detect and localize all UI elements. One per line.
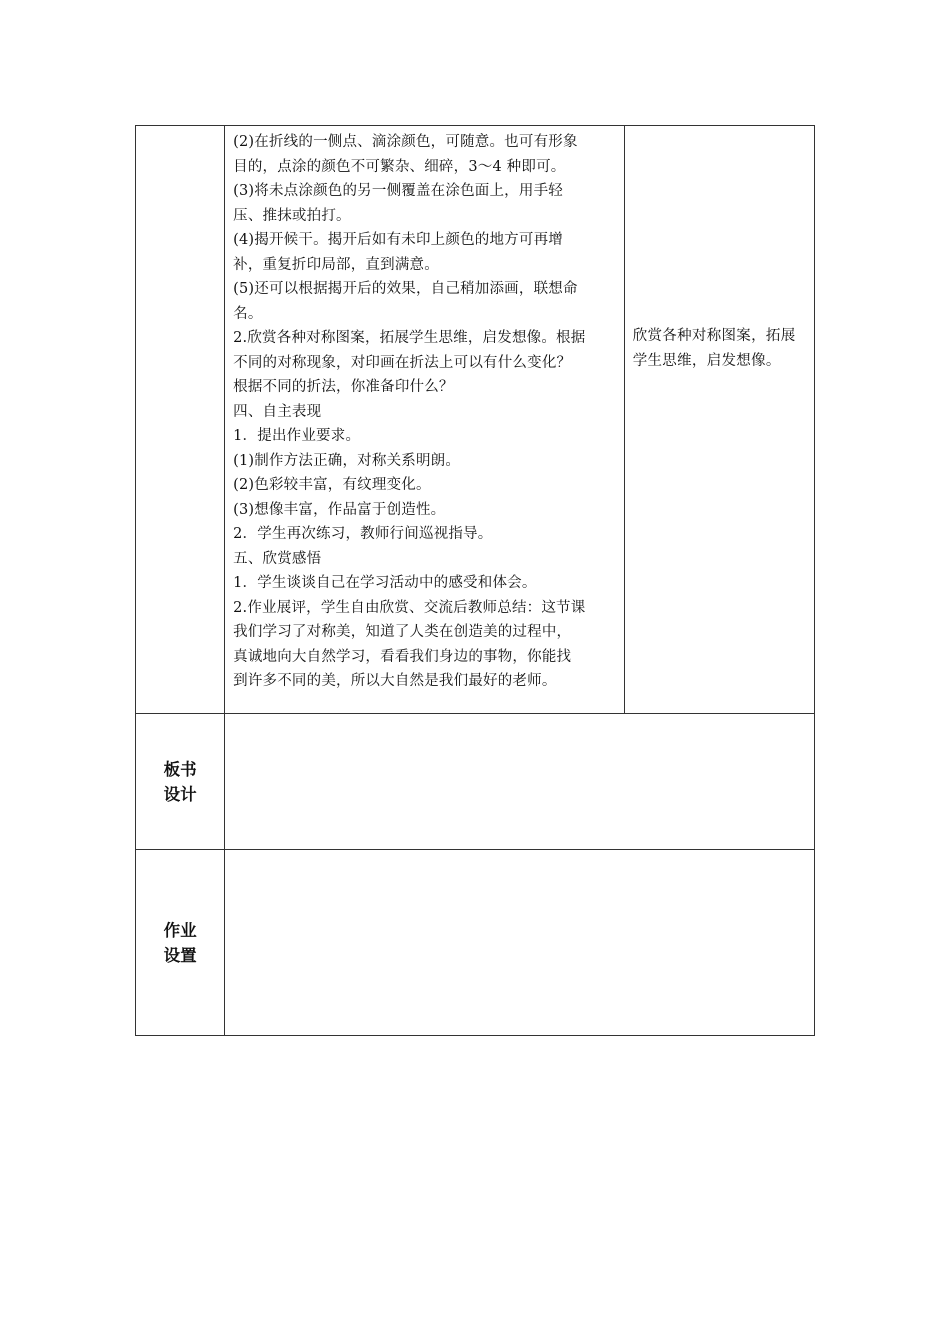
- homework-content: [225, 850, 815, 1036]
- homework-row: [136, 850, 815, 1036]
- board-design-label-line2: 设计: [163, 784, 197, 804]
- process-line: (4)揭开候干。揭开后如有未印上颜色的地方可再增: [233, 232, 563, 248]
- process-line: (3)想像丰富，作品富于创造性。: [233, 501, 446, 518]
- process-line: (5)还可以根据揭开后的效果，自己稍加添画，联想命: [233, 281, 578, 297]
- process-line: (2)在折线的一侧点、滴涂颜色，可随意。也可有形象: [233, 134, 578, 150]
- process-line: 2．学生再次练习，教师行间巡视指导。: [233, 526, 493, 542]
- process-line: 真诚地向大自然学习，看看我们身边的事物，你能找: [233, 648, 572, 665]
- process-line: (1)制作方法正确，对称关系明朗。: [233, 452, 461, 469]
- homework-label-line2: 设置: [163, 945, 197, 965]
- process-line: 到许多不同的美，所以大自然是我们最好的老师。: [233, 673, 557, 689]
- design-intent-text: 欣赏各种对称图案，拓展学生思维，启发想像。: [632, 328, 796, 369]
- teaching-process-row: [136, 126, 815, 714]
- process-line: (3)将未点涂颜色的另一侧覆盖在涂色面上，用手轻: [233, 183, 563, 199]
- board-design-content: [225, 714, 815, 850]
- process-line: 不同的对称现象，对印画在折法上可以有什么变化？: [233, 354, 572, 371]
- lesson-plan-table: [135, 125, 815, 1036]
- process-line: 补，重复折印局部，直到满意。: [233, 256, 439, 273]
- process-line: 2.欣赏各种对称图案，拓展学生思维，启发想像。根据: [233, 330, 586, 346]
- process-line: 五、欣赏感悟: [233, 550, 322, 567]
- design-intent-cell: [624, 126, 814, 714]
- process-content-cell: [225, 126, 625, 714]
- process-line: 压、推抹或拍打。: [233, 207, 351, 224]
- process-line: 名。: [233, 305, 263, 322]
- board-design-label: [136, 714, 225, 850]
- process-line: 根据不同的折法，你准备印什么？: [233, 379, 454, 395]
- process-line: 四、自主表现: [233, 403, 322, 420]
- homework-label: [136, 850, 225, 1036]
- homework-label-line1: 作业: [163, 920, 197, 940]
- process-lines: [233, 130, 618, 694]
- process-line: 2.作业展评，学生自由欣赏、交流后教师总结：这节课: [233, 599, 586, 616]
- process-line: 我们学习了对称美，知道了人类在创造美的过程中，: [233, 624, 572, 640]
- process-line: 1．提出作业要求。: [233, 428, 361, 444]
- board-design-label-line1: 板书: [163, 759, 197, 779]
- process-line: 目的，点涂的颜色不可繁杂、细碎，3～4 种即可。: [233, 158, 566, 175]
- process-line: (2)色彩较丰富，有纹理变化。: [233, 477, 431, 493]
- board-design-row: [136, 714, 815, 850]
- process-label-cell: [136, 126, 225, 714]
- process-line: 1．学生谈谈自己在学习活动中的感受和体会。: [233, 575, 537, 591]
